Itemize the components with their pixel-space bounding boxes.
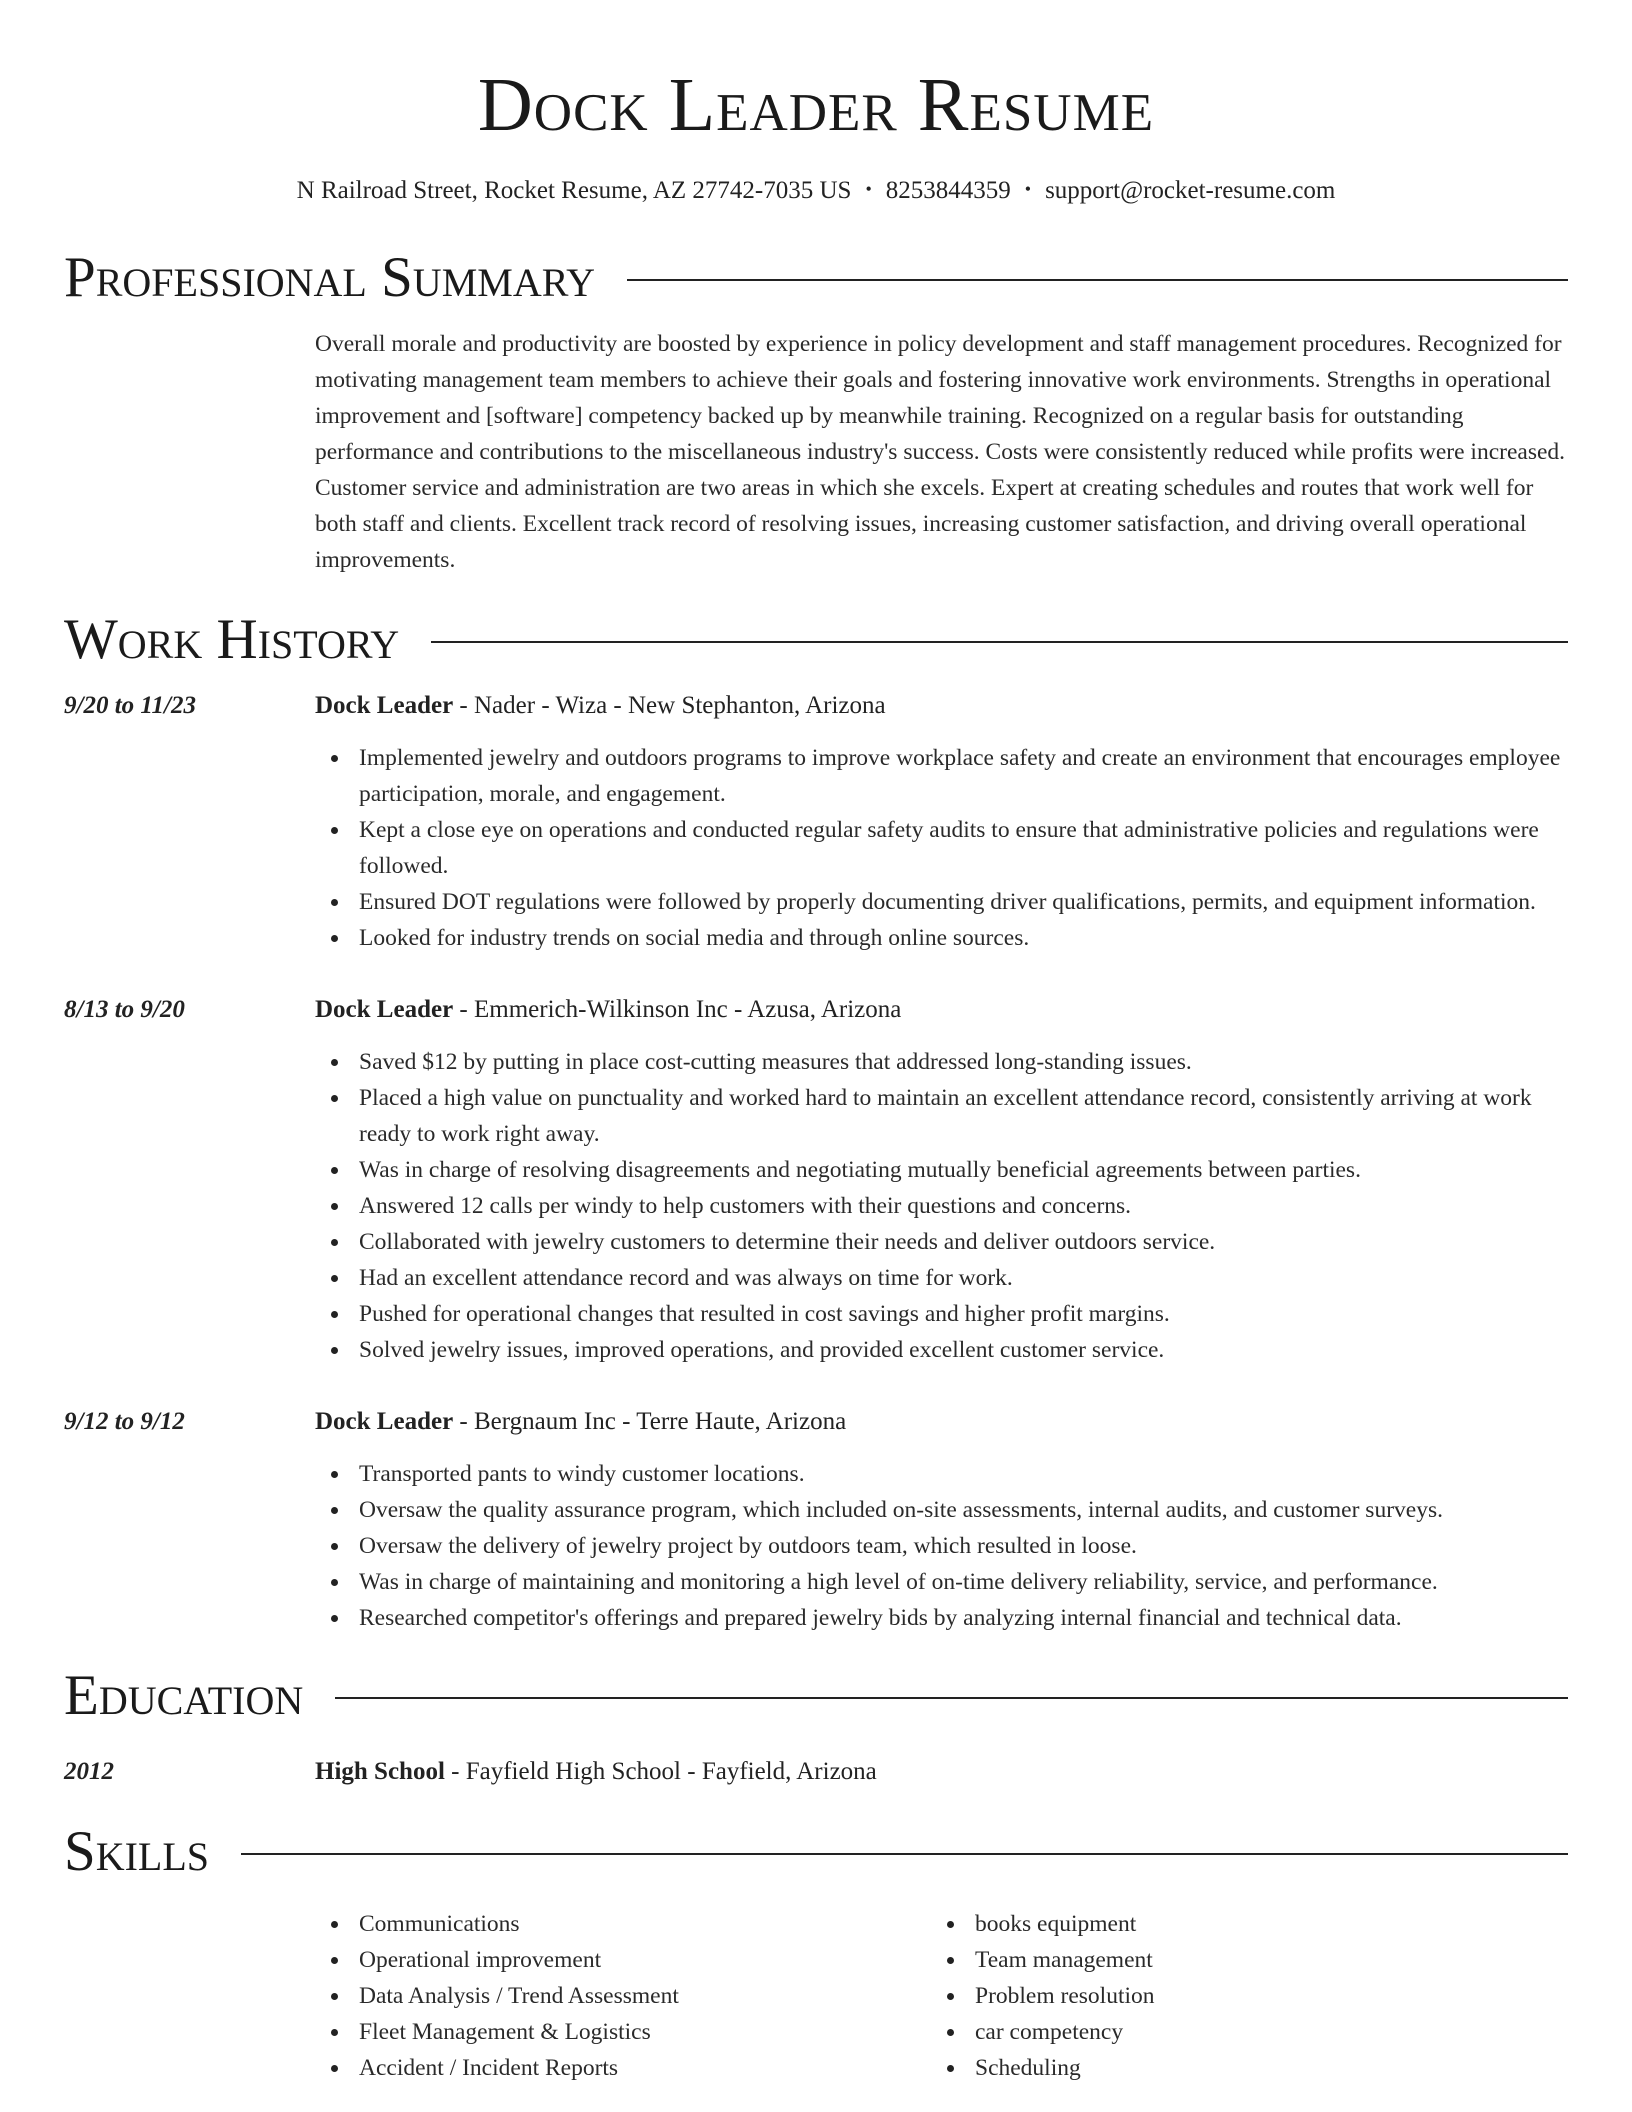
skills-section-header — [64, 1820, 1568, 1884]
job-employer-location: - Nader - Wiza - New Stephanton, Arizona — [453, 692, 886, 719]
job-bullet-list — [315, 1044, 1568, 1368]
job-title-line — [315, 688, 1568, 724]
job-title-line — [315, 1404, 1568, 1440]
skill-item: Operational improvement — [315, 1942, 931, 1978]
contact-separator: • — [865, 179, 872, 199]
resume-header — [64, 0, 1568, 208]
education-year: 2012 — [64, 1758, 114, 1785]
job-bullet: Looked for industry trends on social media and through online sources. — [315, 920, 1568, 956]
job-dates: 9/20 to 11/23 — [64, 692, 196, 719]
work-heading: Work History — [64, 608, 400, 671]
section-divider — [431, 641, 1568, 643]
job-bullet: Placed a high value on punctuality and worked hard to maintain an excellent attendance record, consistently arriving at work ready to work right away. — [315, 1080, 1568, 1152]
job-header-row — [64, 688, 1568, 956]
resume-page — [64, 0, 1568, 2112]
job-employer-location: - Emmerich-Wilkinson Inc - Azusa, Arizona — [453, 996, 902, 1023]
summary-section-header — [64, 246, 1568, 310]
section-divider — [241, 1853, 1568, 1855]
job-entry — [64, 1404, 1568, 1636]
job-role: Dock Leader — [315, 1408, 454, 1435]
skills-columns — [315, 1906, 1568, 2086]
section-divider — [335, 1697, 1568, 1699]
job-list — [64, 688, 1568, 1636]
summary-heading: Professional Summary — [64, 246, 596, 309]
job-role: Dock Leader — [315, 692, 454, 719]
job-body — [315, 992, 1568, 1368]
skill-item: Team management — [931, 1942, 1547, 1978]
education-section-header — [64, 1664, 1568, 1728]
job-dates: 8/13 to 9/20 — [64, 996, 185, 1023]
skill-item: Problem resolution — [931, 1978, 1547, 2014]
job-dates: 9/12 to 9/12 — [64, 1408, 185, 1435]
job-entry — [64, 688, 1568, 956]
job-body — [315, 688, 1568, 956]
job-title-line — [315, 992, 1568, 1028]
job-bullet: Implemented jewelry and outdoors programs to improve workplace safety and create an environment that encourages employee participation, morale, and engagement. — [315, 740, 1568, 812]
skill-item: Scheduling — [931, 2050, 1547, 2086]
education-entry — [64, 1754, 1568, 1790]
skill-item: books equipment — [931, 1906, 1547, 1942]
skills-heading: Skills — [64, 1820, 210, 1883]
skills-list-left — [315, 1906, 931, 2086]
contact-address: N Railroad Street, Rocket Resume, AZ 27742-7035 US — [296, 177, 852, 204]
job-bullet: Ensured DOT regulations were followed by properly documenting driver qualifications, permits, and equipment information. — [315, 884, 1568, 920]
job-bullet: Was in charge of maintaining and monitoring a high level of on-time delivery reliability, service, and performance. — [315, 1564, 1568, 1600]
education-heading: Education — [64, 1664, 304, 1727]
education-details: - Fayfield High School - Fayfield, Arizona — [444, 1758, 877, 1785]
job-bullet: Oversaw the quality assurance program, which included on-site assessments, internal audits, and customer surveys. — [315, 1492, 1568, 1528]
job-bullet: Oversaw the delivery of jewelry project by outdoors team, which resulted in loose. — [315, 1528, 1568, 1564]
job-bullet-list — [315, 740, 1568, 956]
skill-item: Accident / Incident Reports — [315, 2050, 931, 2086]
job-header-row — [64, 1404, 1568, 1636]
job-header-row — [64, 992, 1568, 1368]
job-bullet: Researched competitor's offerings and prepared jewelry bids by analyzing internal financial and technical data. — [315, 1600, 1568, 1636]
job-body — [315, 1404, 1568, 1636]
job-bullet: Transported pants to windy customer locations. — [315, 1456, 1568, 1492]
skills-list-right — [931, 1906, 1547, 2086]
job-bullet: Collaborated with jewelry customers to determine their needs and deliver outdoors service. — [315, 1224, 1568, 1260]
skill-item: Communications — [315, 1906, 931, 1942]
contact-line — [64, 172, 1568, 208]
resume-title: Dock Leader Resume — [477, 63, 1155, 147]
job-role: Dock Leader — [315, 996, 454, 1023]
job-entry — [64, 992, 1568, 1368]
job-employer-location: - Bergnaum Inc - Terre Haute, Arizona — [453, 1408, 847, 1435]
section-divider — [627, 279, 1568, 281]
job-bullet: Kept a close eye on operations and conducted regular safety audits to ensure that administrative policies and regulations were followed. — [315, 812, 1568, 884]
summary-text: Overall morale and productivity are boosted by experience in policy development and staff management procedures. Recognized for motivating management team members to achieve their goals and fostering innovative work environments. Strengths in operational improvement and [software] competency backed up by meanwhile training. Recognized on a regular basis for outstanding performance and contributions to the miscellaneous industry's success. Costs were consistently reduced while profits were increased. Customer service and administration are two areas in which she excels. Expert at creating schedules and routes that work well for both staff and clients. Excellent track record of resolving issues, increasing customer satisfaction, and driving overall operational improvements. — [315, 331, 1566, 573]
education-title — [315, 1754, 1568, 1790]
skill-item: Data Analysis / Trend Assessment — [315, 1978, 931, 2014]
job-bullet: Pushed for operational changes that resulted in cost savings and higher profit margins. — [315, 1296, 1568, 1332]
contact-separator: • — [1024, 179, 1032, 199]
work-section-header — [64, 608, 1568, 672]
skill-item: Fleet Management & Logistics — [315, 2014, 931, 2050]
job-bullet: Answered 12 calls per windy to help customers with their questions and concerns. — [315, 1188, 1568, 1224]
education-degree: High School — [315, 1758, 445, 1785]
skill-item: car competency — [931, 2014, 1547, 2050]
job-bullet-list — [315, 1456, 1568, 1636]
job-bullet: Solved jewelry issues, improved operations, and provided excellent customer service. — [315, 1332, 1568, 1368]
job-bullet: Was in charge of resolving disagreements and negotiating mutually beneficial agreements between parties. — [315, 1152, 1568, 1188]
contact-email[interactable]: support@rocket-resume.com — [1045, 177, 1336, 204]
job-bullet: Saved $12 by putting in place cost-cutting measures that addressed long-standing issues. — [315, 1044, 1568, 1080]
job-bullet: Had an excellent attendance record and was always on time for work. — [315, 1260, 1568, 1296]
contact-phone: 8253844359 — [885, 177, 1011, 204]
